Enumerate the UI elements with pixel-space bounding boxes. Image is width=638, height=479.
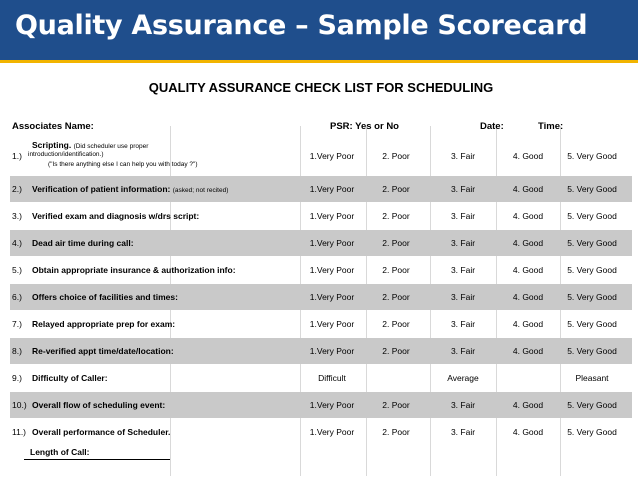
row-note: introduction/identification.)	[28, 151, 104, 158]
rating-fair: 3. Fair	[450, 151, 476, 161]
row-number: 8.)	[12, 346, 22, 356]
rating-good: 4. Good	[512, 346, 544, 356]
rating-very-good: 5. Very Good	[567, 292, 617, 302]
rating-fair: 3. Fair	[450, 184, 476, 194]
checklist-row	[10, 419, 632, 445]
scorecard-sheet	[10, 76, 632, 476]
row-number: 5.)	[12, 265, 22, 275]
rating-very-good: 5. Very Good	[567, 427, 617, 437]
row-label: Re-verified appt time/date/location:	[32, 346, 174, 356]
rating-good: 4. Good	[512, 400, 544, 410]
rating-fair: 3. Fair	[450, 319, 476, 329]
rating-very-good: 5. Very Good	[567, 265, 617, 275]
rating-fair: 3. Fair	[450, 238, 476, 248]
rating-very-good: 5. Very Good	[567, 238, 617, 248]
checklist-row	[10, 140, 632, 174]
rating-good: 4. Good	[512, 184, 544, 194]
rating-good: 4. Good	[512, 427, 544, 437]
rating-poor: 2. Poor	[382, 184, 410, 194]
checklist-title: QUALITY ASSURANCE CHECK LIST FOR SCHEDULING	[148, 80, 494, 95]
row-number: 3.)	[12, 211, 22, 221]
row-label: Difficulty of Caller:	[32, 373, 108, 383]
rating-good: 4. Good	[512, 265, 544, 275]
slide-title-bar	[0, 0, 638, 60]
rating-poor: 2. Poor	[382, 319, 410, 329]
rating-good: 4. Good	[512, 238, 544, 248]
row-number: 4.)	[12, 238, 22, 248]
length-of-call-label: Length of Call:	[30, 447, 90, 457]
row-label: Offers choice of facilities and times:	[32, 292, 178, 302]
rating-poor: 2. Poor	[382, 238, 410, 248]
length-of-call-underline	[24, 459, 170, 460]
checklist-row	[10, 311, 632, 337]
rating-very-poor: 1.Very Poor	[309, 400, 355, 410]
rating-very-poor: 1.Very Poor	[309, 427, 355, 437]
rating-very-poor: 1.Very Poor	[309, 151, 355, 161]
rating-very-good: 5. Very Good	[567, 346, 617, 356]
rating-very-poor: 1.Very Poor	[309, 184, 355, 194]
row-label: Verification of patient information: (asked; not recited)	[32, 184, 229, 194]
rating-fair: 3. Fair	[450, 265, 476, 275]
rating-poor: 2. Poor	[382, 400, 410, 410]
rating-very-good: 5. Very Good	[567, 151, 617, 161]
row-label: Dead air time during call:	[32, 238, 134, 248]
checklist-row	[10, 338, 632, 364]
row-note: ("Is there anything else I can help you with today ?")	[48, 161, 198, 168]
rating-very-good: 5. Very Good	[567, 319, 617, 329]
row-label: Relayed appropriate prep for exam:	[32, 319, 176, 329]
row-number: 7.)	[12, 319, 22, 329]
row-label: Overall performance of Scheduler.	[32, 427, 171, 437]
rating-pleasant: Pleasant	[575, 373, 609, 383]
rating-good: 4. Good	[512, 319, 544, 329]
row-label: Scripting. (Did scheduler use proper	[32, 140, 149, 150]
row-label: Verified exam and diagnosis w/drs script:	[32, 211, 200, 221]
rating-good: 4. Good	[512, 292, 544, 302]
rating-very-poor: 1.Very Poor	[309, 346, 355, 356]
checklist-row	[10, 257, 632, 283]
row-number: 10.)	[12, 400, 27, 410]
row-number: 9.)	[12, 373, 22, 383]
rating-very-poor: 1.Very Poor	[309, 292, 355, 302]
rating-very-good: 5. Very Good	[567, 400, 617, 410]
rating-poor: 2. Poor	[382, 292, 410, 302]
row-number: 11.)	[12, 427, 27, 437]
rating-very-poor: 1.Very Poor	[309, 211, 355, 221]
date-label: Date:	[480, 121, 504, 132]
rating-poor: 2. Poor	[382, 211, 410, 221]
rating-poor: 2. Poor	[382, 346, 410, 356]
checklist-row	[10, 230, 632, 256]
checklist-row	[10, 392, 632, 418]
rating-fair: 3. Fair	[450, 292, 476, 302]
associates-name-label: Associates Name:	[12, 121, 94, 132]
rating-good: 4. Good	[512, 151, 544, 161]
rating-very-poor: 1.Very Poor	[309, 319, 355, 329]
checklist-row	[10, 176, 632, 202]
row-number: 2.)	[12, 184, 22, 194]
rating-fair: 3. Fair	[450, 400, 476, 410]
rating-difficult: Difficult	[318, 373, 346, 383]
slide-title: Quality Assurance – Sample Scorecard	[15, 10, 588, 41]
rating-very-good: 5. Very Good	[567, 211, 617, 221]
rating-average: Average	[447, 373, 479, 383]
row-label: Obtain appropriate insurance & authorization info:	[32, 265, 236, 275]
row-number: 1.)	[12, 151, 22, 161]
time-label: Time:	[538, 121, 564, 132]
rating-fair: 3. Fair	[450, 211, 476, 221]
checklist-row	[10, 284, 632, 310]
psr-label: PSR: Yes or No	[330, 121, 399, 132]
rating-poor: 2. Poor	[382, 151, 410, 161]
rating-very-good: 5. Very Good	[567, 184, 617, 194]
rating-very-poor: 1.Very Poor	[309, 265, 355, 275]
rating-fair: 3. Fair	[450, 427, 476, 437]
checklist-row	[10, 203, 632, 229]
checklist-row	[10, 365, 632, 391]
title-accent-line	[0, 60, 638, 63]
rating-poor: 2. Poor	[382, 427, 410, 437]
row-number: 6.)	[12, 292, 22, 302]
row-label: Overall flow of scheduling event:	[32, 400, 166, 410]
rating-poor: 2. Poor	[382, 265, 410, 275]
rating-very-poor: 1.Very Poor	[309, 238, 355, 248]
rating-fair: 3. Fair	[450, 346, 476, 356]
rating-good: 4. Good	[512, 211, 544, 221]
